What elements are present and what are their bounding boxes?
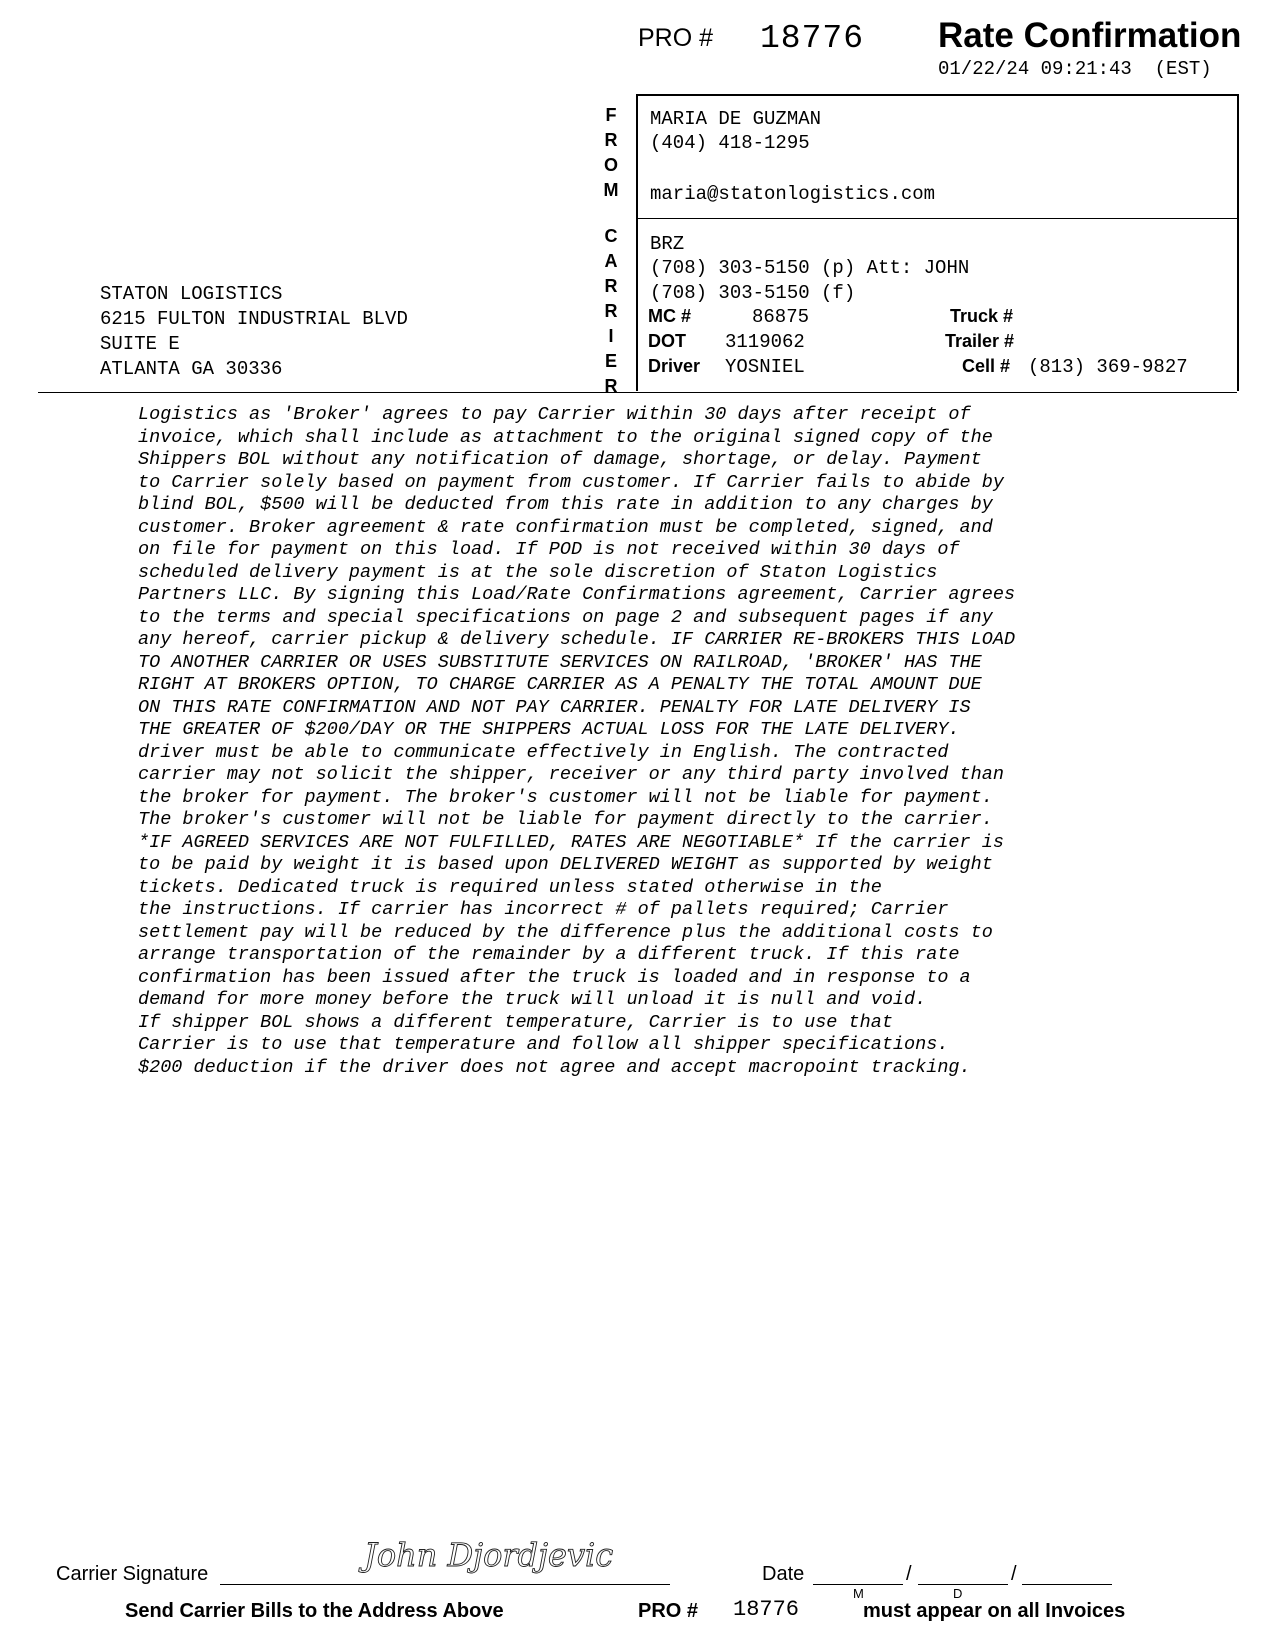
terms-line: If shipper BOL shows a different temperature, Carrier is to use that [138, 1011, 893, 1033]
from-letter: F [605, 105, 617, 125]
send-bills-note: Send Carrier Bills to the Address Above [125, 1600, 504, 1622]
footer-pro-label: PRO # [638, 1600, 699, 1622]
date-year-field[interactable] [1022, 1584, 1112, 1585]
broker-address [100, 282, 408, 382]
mc-label: MC # [648, 306, 692, 326]
terms-line: invoice, which shall include as attachment to the original signed copy of the [138, 426, 993, 448]
handwritten-signature [360, 1526, 614, 1576]
terms-line: *IF AGREED SERVICES ARE NOT FULFILLED, RATES ARE NEGOTIABLE* If the carrier is [138, 831, 1004, 853]
carrier-vertical-label [598, 224, 624, 399]
date-separator: / [1011, 1563, 1017, 1585]
date-month-hint: M [853, 1586, 864, 1601]
dot-value: 3119062 [725, 331, 805, 353]
terms-line: TO ANOTHER CARRIER OR USES SUBSTITUTE SERVICES ON RAILROAD, 'BROKER' HAS THE [138, 651, 982, 673]
terms-line: demand for more money before the truck will unload it is null and void. [138, 989, 927, 1010]
carrier-letter: C [604, 226, 618, 246]
terms-line: customer. Broker agreement & rate confirmation must be completed, signed, and [138, 516, 993, 538]
from-letter: R [604, 130, 618, 150]
carrier-letter: R [604, 276, 618, 296]
cell-value: (813) 369-9827 [1028, 356, 1188, 378]
cell-label: Cell # [962, 356, 1011, 376]
from-vertical-label [598, 103, 624, 203]
truck-label: Truck # [950, 306, 1014, 326]
terms-line: to Carrier solely based on payment from customer. If Carrier fails to abide by [138, 471, 1004, 493]
terms-line: confirmation has been issued after the truck is loaded and in response to a [138, 966, 971, 988]
terms-line: Partners LLC. By signing this Load/Rate Confirmations agreement, Carrier agrees [138, 584, 1016, 605]
terms-line: Carrier is to use that temperature and follow all shipper specifications. [138, 1034, 949, 1055]
date-month-field[interactable] [813, 1584, 903, 1585]
carrier-letter: E [604, 351, 617, 371]
carrier-name: BRZ [650, 233, 685, 255]
date-separator: / [906, 1563, 912, 1585]
address-line: 6215 FULTON INDUSTRIAL BLVD [100, 308, 408, 330]
signature-text: John Djordjevic [364, 1536, 614, 1574]
header-divider [38, 392, 1237, 393]
signature-label: Carrier Signature [56, 1563, 209, 1585]
address-line: STATON LOGISTICS [100, 283, 283, 305]
terms-line: blind BOL, $500 will be deducted from this rate in addition to any charges by [138, 494, 993, 515]
invoice-note: must appear on all Invoices [863, 1600, 1126, 1622]
from-email: maria@statonlogistics.com [650, 183, 936, 205]
address-line: ATLANTA GA 30336 [100, 358, 283, 380]
trailer-label: Trailer # [945, 331, 1015, 351]
terms-line: carrier may not solicit the shipper, receiver or any third party involved than [138, 764, 1004, 785]
terms-line: Logistics as 'Broker' agrees to pay Carrier within 30 days after receipt of [138, 404, 971, 425]
date-day-field[interactable] [918, 1584, 1008, 1585]
driver-value: YOSNIEL [725, 356, 805, 378]
terms-line: any hereof, carrier pickup & delivery schedule. IF CARRIER RE-BROKERS THIS LOAD [138, 629, 1016, 650]
terms-line: Shippers BOL without any notification of damage, shortage, or delay. Payment [138, 449, 982, 470]
from-name: MARIA DE GUZMAN [650, 108, 822, 130]
terms-line: settlement pay will be reduced by the difference plus the additional costs to [138, 921, 993, 943]
date-label: Date [762, 1563, 805, 1585]
from-letter: O [603, 155, 618, 175]
footer-pro-number: 18776 [733, 1597, 800, 1622]
date-day-hint: D [953, 1586, 963, 1601]
terms-text [138, 404, 1138, 1079]
carrier-letter: R [604, 301, 618, 321]
terms-line: tickets. Dedicated truck is required unless stated otherwise in the [138, 876, 882, 898]
signature-line[interactable] [220, 1584, 670, 1585]
terms-line: ON THIS RATE CONFIRMATION AND NOT PAY CARRIER. PENALTY FOR LATE DELIVERY IS [138, 696, 971, 718]
carrier-letter: A [604, 251, 618, 271]
terms-line: driver must be able to communicate effectively in English. The contracted [138, 741, 949, 763]
from-phone: (404) 418-1295 [650, 132, 810, 154]
terms-line: on file for payment on this load. If POD is not received within 30 days of [138, 539, 960, 560]
carrier-fax: (708) 303-5150 (f) [650, 282, 856, 304]
carrier-letter: I [608, 326, 614, 346]
terms-line: arrange transportation of the remainder by a different truck. If this rate [138, 944, 960, 965]
terms-line: to be paid by weight it is based upon DELIVERED WEIGHT as supported by weight [138, 854, 993, 875]
address-line: SUITE E [100, 333, 180, 355]
page-title: Rate Confirmation [938, 16, 1242, 55]
terms-line: scheduled delivery payment is at the sole discretion of Staton Logistics [138, 561, 938, 583]
carrier-phone: (708) 303-5150 (p) Att: JOHN [650, 257, 970, 279]
mc-value: 86875 [752, 306, 810, 328]
timestamp: 01/22/24 09:21:43 (EST) [938, 58, 1212, 80]
pro-label: PRO # [638, 24, 714, 52]
carrier-letter: R [604, 376, 618, 396]
terms-line: THE GREATER OF $200/DAY OR THE SHIPPERS ACTUAL LOSS FOR THE LATE DELIVERY. [138, 719, 960, 740]
terms-line: to the terms and special specifications on page 2 and subsequent pages if any [138, 606, 993, 628]
dot-label: DOT [648, 331, 686, 351]
from-letter: M [603, 180, 619, 200]
terms-line: the instructions. If carrier has incorrect # of pallets required; Carrier [138, 899, 949, 920]
terms-line: RIGHT AT BROKERS OPTION, TO CHARGE CARRIER AS A PENALTY THE TOTAL AMOUNT DUE [138, 674, 982, 695]
driver-label: Driver [648, 356, 701, 376]
terms-line: $200 deduction if the driver does not agree and accept macropoint tracking. [138, 1056, 971, 1078]
pro-number: 18776 [760, 20, 865, 57]
terms-line: The broker's customer will not be liable for payment directly to the carrier. [138, 809, 993, 830]
terms-line: the broker for payment. The broker's customer will not be liable for payment. [138, 786, 993, 808]
